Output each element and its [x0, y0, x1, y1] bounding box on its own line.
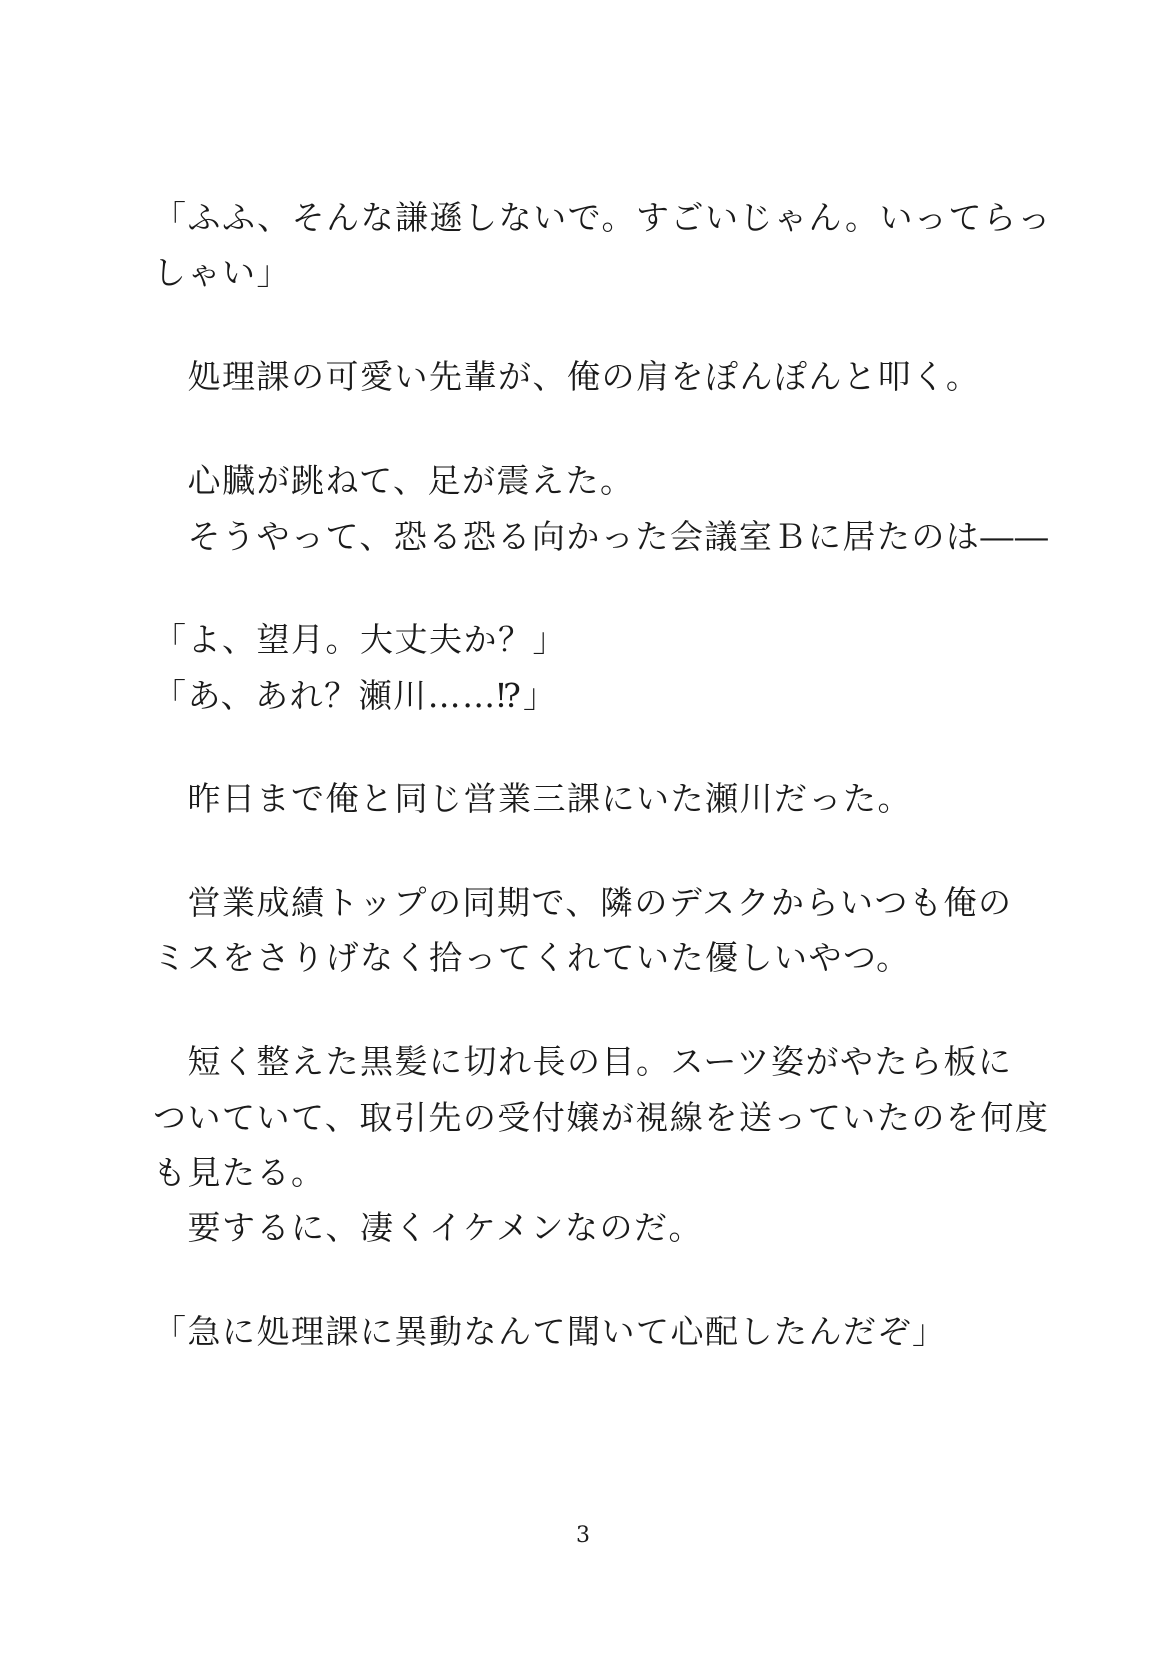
text-line: しゃい」 [153, 253, 291, 292]
text-line: 処理課の可愛い先輩が、俺の肩をぽんぽんと叩く。 [153, 357, 981, 396]
text-line: 昨日まで俺と同じ営業三課にいた瀬川だった。 [153, 779, 912, 818]
text-line: 要するに、凄くイケメンなのだ。 [153, 1208, 704, 1247]
text-line: 心臓が跳ねて、足が震えた。 [153, 461, 635, 500]
text-line: そうやって、恐る恐る向かった会議室Ｂに居たのは―― [153, 517, 1050, 556]
text-line: 「よ、望月。大丈夫か？」 [153, 620, 567, 659]
text-line: 「急に処理課に異動なんて聞いて心配したんだぞ」 [153, 1312, 947, 1351]
text-line: 営業成績トップの同期で、隣のデスクからいつも俺の [153, 883, 1013, 922]
text-line: 「あ、あれ？瀬川……⁉」 [153, 676, 558, 715]
text-line: ついていて、取引先の受付嬢が視線を送っていたのを何度 [153, 1098, 1050, 1137]
page-number: 3 [576, 1523, 590, 1548]
text-line: 「ふふ、そんな謙遜しないで。すごいじゃん。いってらっ [153, 198, 1052, 237]
text-line: ミスをさりげなく拾ってくれていた優しいやつ。 [153, 938, 911, 977]
text-line: 短く整えた黒髪に切れ長の目。スーツ姿がやたら板に [153, 1042, 1013, 1081]
text-line: も見たる。 [153, 1153, 326, 1192]
